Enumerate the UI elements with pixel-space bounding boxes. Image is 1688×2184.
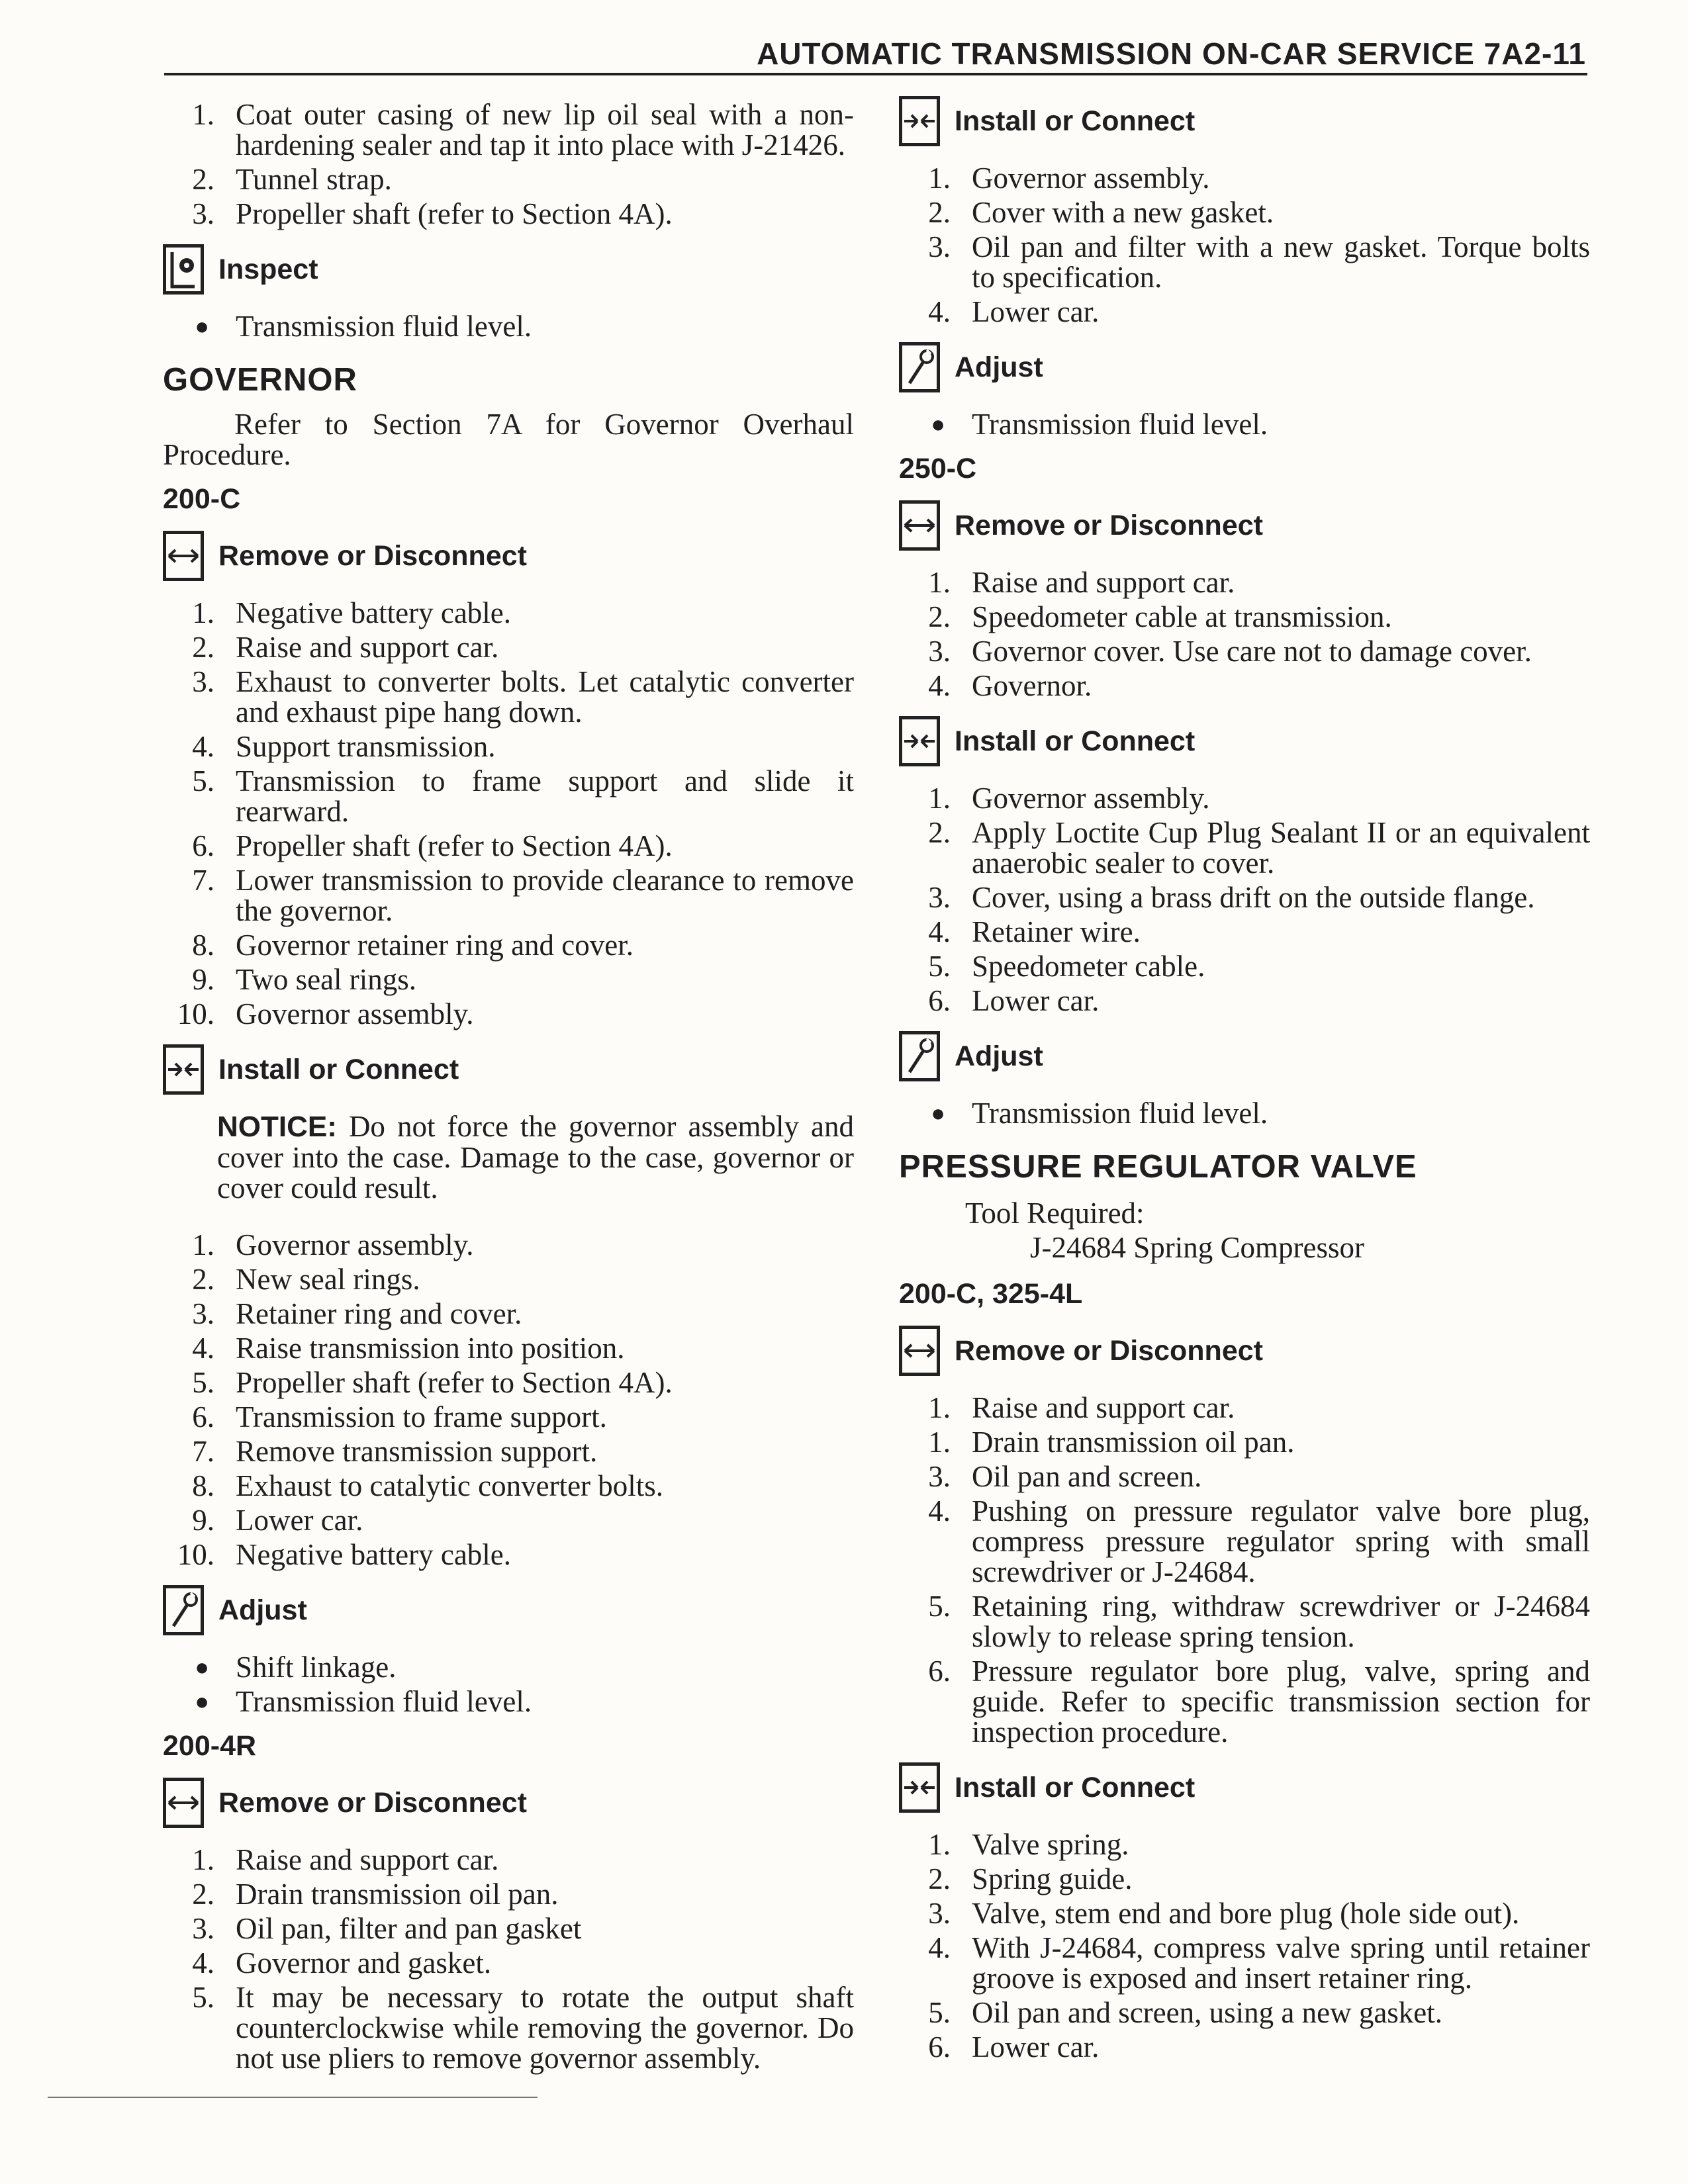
remove-label: Remove or Disconnect — [218, 1786, 527, 1819]
remove-disconnect-icon — [899, 1326, 940, 1376]
item-text: Cover with a new gasket. — [972, 196, 1274, 229]
list-install-250c — [895, 783, 1590, 1016]
bullet-icon: ● — [931, 1100, 945, 1126]
list-item — [895, 882, 1590, 913]
list-item — [159, 1982, 854, 2073]
bullet-icon: ● — [195, 313, 209, 340]
item-number: 1. — [928, 1391, 951, 1424]
item-number: 1. — [192, 596, 214, 629]
item-text: Governor assembly. — [972, 161, 1210, 195]
model-heading-prv: 200-C, 325-4L — [899, 1278, 1083, 1310]
section-title-pressure-regulator: PRESSURE REGULATOR VALVE — [899, 1149, 1417, 1185]
item-number: 2. — [192, 631, 214, 664]
item-text: Coat outer casing of new lip oil seal with a non-hardening sealer and tap it into place with J-21426. — [236, 98, 854, 161]
adjust-label: Adjust — [218, 1594, 307, 1626]
item-text: Lower car. — [236, 1504, 363, 1537]
item-number: 1. — [192, 98, 214, 131]
notice-text: Do not force the governor assembly and cover into the case. Damage to the case, governor or cover could result. — [217, 1110, 854, 1205]
item-number: 2. — [928, 816, 951, 849]
list-item — [159, 1264, 854, 1295]
remove-heading — [163, 1774, 854, 1831]
item-number: 8. — [192, 929, 214, 962]
item-text: Drain transmission oil pan. — [236, 1878, 559, 1911]
list-item — [895, 1933, 1590, 1993]
item-number: 3. — [928, 1897, 951, 1930]
list-remove-250c — [895, 567, 1590, 701]
remove-disconnect-icon — [163, 531, 204, 581]
list-remove-200-4r — [159, 1844, 854, 2073]
remove-heading — [899, 1322, 1590, 1379]
inspect-heading — [163, 241, 854, 298]
left-column — [159, 99, 854, 2077]
list-install-200c — [159, 1230, 854, 1570]
inspect-icon — [163, 244, 204, 295]
governor-intro: Refer to Section 7A for Governor Overhaul Procedure. — [163, 408, 854, 471]
install-connect-icon — [163, 1044, 204, 1095]
item-text: Retaining ring, withdraw screwdriver or J-24684 slowly to release spring tension. — [972, 1590, 1590, 1653]
list-item — [159, 598, 854, 628]
item-number: 4. — [928, 915, 951, 948]
list-remove-prv — [895, 1392, 1590, 1747]
item-number: 7. — [192, 864, 214, 897]
notice — [217, 1111, 854, 1203]
item-text: Raise and support car. — [972, 1391, 1235, 1424]
remove-label: Remove or Disconnect — [955, 1334, 1263, 1367]
bullet-icon: ● — [195, 1688, 209, 1715]
item-text: Two seal rings. — [236, 963, 417, 996]
item-number: 2. — [192, 163, 214, 196]
list-install-prv — [895, 1829, 1590, 2062]
list-item — [159, 632, 854, 662]
item-text: With J-24684, compress valve spring until retainer groove is exposed and insert retainer ring. — [972, 1931, 1590, 1995]
item-text: Valve, stem end and bore plug (hole side out). — [972, 1897, 1520, 1930]
list-item — [159, 99, 854, 160]
list-item — [895, 1496, 1590, 1587]
list-item: ● Transmission fluid level. — [159, 311, 854, 341]
list-item — [159, 164, 854, 195]
list-item — [895, 232, 1590, 293]
running-header-title: AUTOMATIC TRANSMISSION ON-CAR SERVICE 7A2-11 — [757, 36, 1586, 71]
list-item — [159, 1539, 854, 1570]
item-text: Pressure regulator bore plug, valve, spring and guide. Refer to specific transmission section for inspection procedure. — [972, 1655, 1590, 1749]
adjust-label: Adjust — [955, 351, 1043, 383]
adjust-icon — [899, 1031, 940, 1081]
adjust-icon — [899, 342, 940, 392]
list-item — [895, 817, 1590, 878]
list-item: ● Transmission fluid level. — [159, 1686, 854, 1717]
list-item — [895, 163, 1590, 193]
item-text: Lower car. — [972, 2030, 1100, 2064]
list-item — [159, 666, 854, 727]
item-text: Raise and support car. — [236, 631, 499, 664]
list-item — [895, 783, 1590, 813]
list-item — [159, 199, 854, 229]
item-number: 4. — [928, 1931, 951, 1964]
item-text: Governor assembly. — [972, 782, 1210, 815]
item-text: Governor retainer ring and cover. — [236, 929, 633, 962]
item-text: Governor assembly. — [236, 1228, 474, 1261]
item-number: 2. — [928, 1862, 951, 1895]
install-heading — [899, 1759, 1590, 1816]
list-item — [159, 731, 854, 762]
list-item — [159, 1402, 854, 1432]
install-heading — [899, 93, 1590, 150]
list-item — [159, 1948, 854, 1978]
item-number: 1. — [928, 1426, 951, 1459]
list-item — [895, 636, 1590, 666]
install-label: Install or Connect — [955, 105, 1196, 137]
adjust-heading — [163, 1582, 854, 1639]
list-item — [895, 917, 1590, 947]
item-number: 2. — [928, 196, 951, 229]
page-header — [164, 32, 1587, 75]
install-heading — [899, 713, 1590, 770]
adjust-icon — [163, 1585, 204, 1635]
item-text: Raise and support car. — [236, 1843, 499, 1876]
install-connect-icon — [899, 96, 940, 146]
item-text: Drain transmission oil pan. — [972, 1426, 1295, 1459]
list-intro — [159, 99, 854, 229]
list-item — [159, 930, 854, 960]
install-heading — [163, 1041, 854, 1098]
item-number: 7. — [192, 1435, 214, 1468]
list-item — [159, 1333, 854, 1363]
item-number: 4. — [192, 730, 214, 763]
item-text: Oil pan and filter with a new gasket. Torque bolts to specification. — [972, 230, 1590, 294]
item-number: 6. — [192, 1400, 214, 1433]
item-text: Speedometer cable. — [972, 950, 1205, 983]
list-item — [159, 865, 854, 926]
item-text: New seal rings. — [236, 1263, 420, 1296]
item-number: 3. — [192, 1912, 214, 1945]
item-number: 10. — [177, 1538, 214, 1571]
item-text: Pushing on pressure regulator valve bore plug, compress pressure regulator spring with small screwdriver or J-24684. — [972, 1494, 1590, 1588]
remove-heading — [899, 497, 1590, 554]
item-number: 2. — [192, 1263, 214, 1296]
item-number: 4. — [192, 1332, 214, 1365]
remove-heading — [163, 527, 854, 584]
list-item — [895, 1656, 1590, 1747]
item-number: 2. — [192, 1878, 214, 1911]
item-text: Retainer wire. — [972, 915, 1141, 948]
item-text: It may be necessary to rotate the output shaft counterclockwise while removing the governor. Do not use pliers to remove governor assembly. — [236, 1981, 854, 2075]
item-text: Retainer ring and cover. — [236, 1297, 522, 1330]
item-text: Apply Loctite Cup Plug Sealant II or an equivalent anaerobic sealer to cover. — [972, 816, 1590, 880]
model-heading-250c: 250-C — [899, 453, 977, 484]
list-install-200-4r — [895, 163, 1590, 327]
footer-rule — [48, 2097, 538, 2098]
remove-label: Remove or Disconnect — [955, 509, 1263, 541]
install-label: Install or Connect — [218, 1053, 459, 1085]
item-text: Propeller shaft (refer to Section 4A). — [236, 829, 673, 862]
item-text: Propeller shaft (refer to Section 4A). — [236, 197, 673, 230]
list-item: ● Transmission fluid level. — [895, 409, 1590, 439]
item-number: 4. — [928, 295, 951, 328]
item-number: 6. — [928, 2030, 951, 2064]
list-item — [159, 1298, 854, 1329]
list-item — [159, 999, 854, 1029]
item-number: 5. — [928, 1996, 951, 2029]
list-item — [159, 766, 854, 827]
install-connect-icon — [899, 1762, 940, 1813]
item-text: Lower car. — [972, 295, 1100, 328]
item-number: 5. — [928, 1590, 951, 1623]
item-number: 5. — [192, 1366, 214, 1399]
adjust-label: Adjust — [955, 1040, 1043, 1072]
bullet-icon: ● — [931, 411, 945, 437]
adjust-heading — [899, 339, 1590, 396]
item-number: 5. — [928, 950, 951, 983]
item-text: Speedometer cable at transmission. — [972, 600, 1392, 633]
inspect-label: Inspect — [218, 253, 318, 285]
item-number: 4. — [192, 1946, 214, 1979]
list-item — [895, 197, 1590, 228]
remove-disconnect-icon — [899, 500, 940, 551]
item-number: 5. — [192, 1981, 214, 2014]
item-number: 3. — [192, 665, 214, 698]
item-text: Spring guide. — [972, 1862, 1133, 1895]
right-column — [895, 93, 1590, 2066]
item-text: Support transmission. — [236, 730, 496, 763]
item-text: Negative battery cable. — [236, 596, 512, 629]
list-item — [895, 670, 1590, 701]
section-title-governor: GOVERNOR — [163, 362, 357, 398]
item-number: 8. — [192, 1469, 214, 1502]
item-text: Cover, using a brass drift on the outside flange. — [972, 881, 1535, 914]
list-item — [895, 1898, 1590, 1929]
list-item — [895, 1392, 1590, 1423]
item-text: Transmission to frame support. — [236, 1400, 607, 1433]
list-item — [895, 602, 1590, 632]
list-item — [895, 1997, 1590, 2028]
item-text: Oil pan and screen. — [972, 1460, 1202, 1493]
item-number: 6. — [192, 829, 214, 862]
item-text: Tunnel strap. — [236, 163, 392, 196]
item-text: Raise and support car. — [972, 566, 1235, 599]
item-text: Lower transmission to provide clearance to remove the governor. — [236, 864, 854, 927]
list-item — [895, 1591, 1590, 1652]
item-text: Governor cover. Use care not to damage cover. — [972, 635, 1532, 668]
list-item: ● Shift linkage. — [159, 1652, 854, 1682]
item-number: 6. — [928, 984, 951, 1017]
list-item — [159, 1913, 854, 1944]
list-item — [159, 1471, 854, 1501]
list-item — [159, 1505, 854, 1535]
item-text: Governor and gasket. — [236, 1946, 492, 1979]
list-item — [159, 1436, 854, 1467]
item-number: 3. — [192, 197, 214, 230]
install-connect-icon — [899, 716, 940, 766]
remove-label: Remove or Disconnect — [218, 539, 527, 572]
item-text: Remove transmission support. — [236, 1435, 598, 1468]
list-item — [895, 1427, 1590, 1457]
item-number: 5. — [192, 764, 214, 797]
item-text: Negative battery cable. — [236, 1538, 512, 1571]
notice-label: NOTICE: — [217, 1111, 337, 1143]
install-label: Install or Connect — [955, 1771, 1196, 1803]
list-item — [159, 831, 854, 861]
item-text: Governor assembly. — [236, 997, 474, 1030]
item-number: 10. — [177, 997, 214, 1030]
install-label: Install or Connect — [955, 725, 1196, 757]
item-number: 3. — [192, 1297, 214, 1330]
item-number: 2. — [928, 600, 951, 633]
bullet-icon: ● — [195, 1654, 209, 1680]
list-item: ● Transmission fluid level. — [895, 1098, 1590, 1128]
list-item — [895, 1829, 1590, 1860]
item-text: Exhaust to catalytic converter bolts. — [236, 1469, 664, 1502]
list-item — [159, 1844, 854, 1875]
list-item — [159, 964, 854, 995]
list-item — [895, 951, 1590, 981]
item-number: 1. — [928, 161, 951, 195]
list-item — [895, 1461, 1590, 1492]
item-number: 4. — [928, 1494, 951, 1527]
item-number: 1. — [192, 1228, 214, 1261]
model-heading-200c: 200-C — [163, 483, 241, 515]
tool-required-label: Tool Required: — [965, 1197, 1145, 1230]
list-item — [895, 1864, 1590, 1894]
list-item — [895, 296, 1590, 327]
item-number: 1. — [928, 782, 951, 815]
item-text: Raise transmission into position. — [236, 1332, 625, 1365]
item-number: 4. — [928, 669, 951, 702]
list-item — [159, 1879, 854, 1909]
item-number: 9. — [192, 1504, 214, 1537]
item-text: Propeller shaft (refer to Section 4A). — [236, 1366, 673, 1399]
tool-name: J-24684 Spring Compressor — [1030, 1231, 1364, 1264]
list-item — [895, 2032, 1590, 2062]
item-text: Oil pan, filter and pan gasket — [236, 1912, 582, 1945]
item-number: 3. — [928, 230, 951, 263]
item-number: 3. — [928, 1460, 951, 1493]
item-text: Lower car. — [972, 984, 1100, 1017]
item-text: Oil pan and screen, using a new gasket. — [972, 1996, 1443, 2029]
item-text: Governor. — [972, 669, 1092, 702]
list-item — [159, 1367, 854, 1398]
item-text: Valve spring. — [972, 1828, 1129, 1861]
list-item — [159, 1230, 854, 1260]
list-item — [895, 567, 1590, 598]
item-number: 1. — [928, 1828, 951, 1861]
item-number: 3. — [928, 881, 951, 914]
list-remove-200c — [159, 598, 854, 1029]
item-number: 9. — [192, 963, 214, 996]
item-number: 6. — [928, 1655, 951, 1688]
item-number: 1. — [928, 566, 951, 599]
remove-disconnect-icon — [163, 1778, 204, 1828]
item-number: 3. — [928, 635, 951, 668]
model-heading-200-4r: 200-4R — [163, 1730, 257, 1762]
adjust-heading — [899, 1028, 1590, 1085]
item-text: Exhaust to converter bolts. Let catalytic converter and exhaust pipe hang down. — [236, 665, 854, 729]
list-item — [895, 985, 1590, 1016]
item-number: 1. — [192, 1843, 214, 1876]
item-text: Transmission to frame support and slide it rearward. — [236, 764, 854, 828]
